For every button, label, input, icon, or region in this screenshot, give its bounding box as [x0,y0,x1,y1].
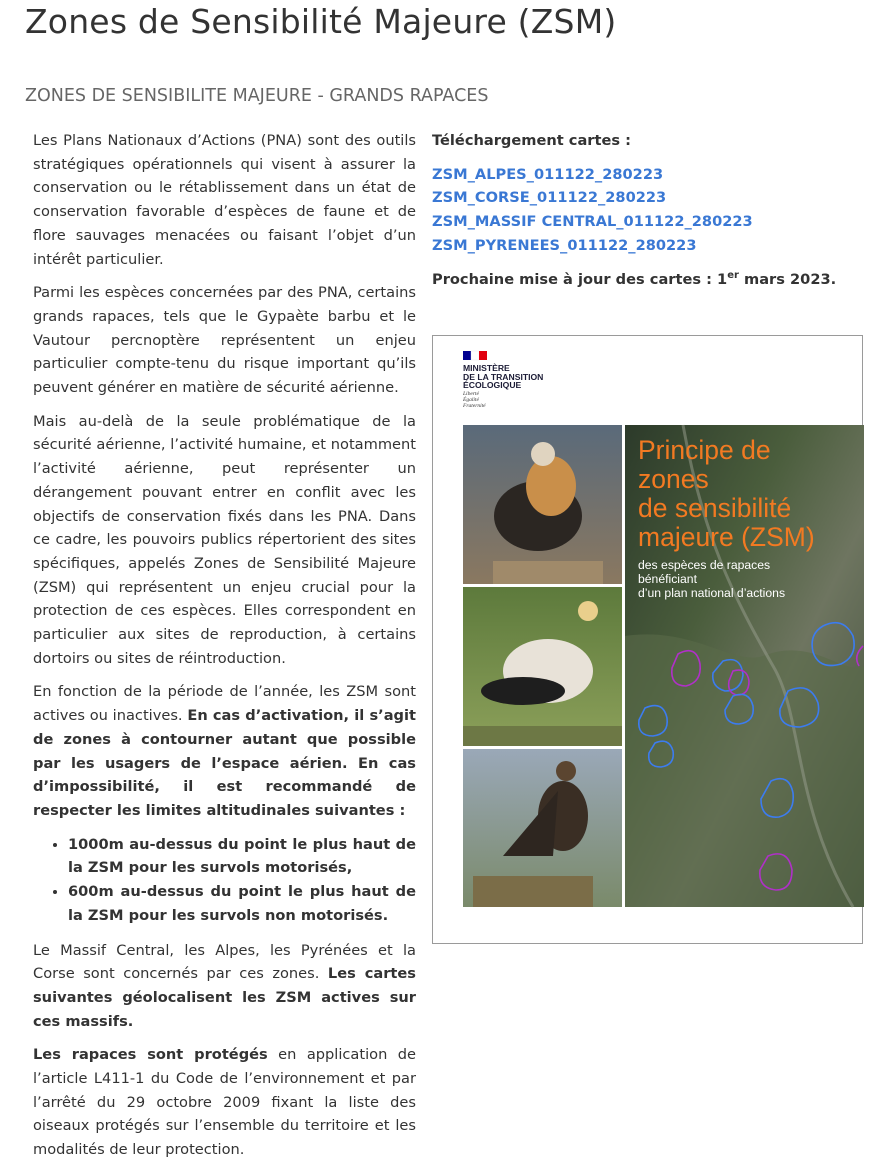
list-item [68,880,416,927]
cover-title: Principe de zones de sensibilité majeure (ZSM) [638,435,815,552]
ministry-label: MINISTÈRE DE LA TRANSITION ÉCOLOGIQUE [463,363,544,391]
cover-artwork [433,336,864,945]
intro-paragraph-zsm: Mais au-delà de la seule problématique de la sécurité aérienne, l’activité humaine, et notamment l’activité aérienne, peut représenter un dérangement pouvant entrer en conflit avec les objectifs de conservation fixés dans les PNA. Dans ce cadre, les pouvoirs publics répertorient des sites spécifiques, appelés Zones de Sensibilité Majeure (ZSM) qui représentent un enjeu crucial pour la protection de ces espèces. Elles correspondent en particulier aux sites de reproduction, à certains dortoirs ou sites de réintroduction. [33,412,416,667]
cover-subtitle: des espèces de rapaces bénéficiant d’un plan national d’actions [638,558,786,600]
protection-paragraph [33,1043,416,1162]
download-link-pyrenees[interactable]: ZSM_PYRENEES_011122_280223 [432,236,697,254]
republic-motto: Liberté Égalité Fraternité [463,391,486,409]
massifs-paragraph [33,939,416,1034]
activation-paragraph [33,680,416,822]
activation-bold: En cas d’activation, il s’agit de zones à contourner autant que possible par les usagers de l’espace aérien. En cas d’impossibilité, il est recommandé de respecter les limites altitudinales suivantes : [33,707,416,819]
protection-text: en application de l’article L411-1 du Code de l’environnement et par l’arrêté du 29 octobre 2009 fixant la liste des oiseaux protégés sur l’ensemble du territoire et les modalités de leur protection. [33,1046,416,1159]
list-item [68,833,416,880]
limit-non-motorized: 600m au-dessus du point le plus haut de la ZSM pour les survols non motorisés. [68,883,416,924]
download-link-corse[interactable]: ZSM_CORSE_011122_280223 [432,189,667,207]
zsm-brochure-cover[interactable] [432,335,863,944]
massifs-bold: Les cartes suivantes géolocalisent les ZSM actives sur ces massifs. [33,965,416,1030]
next-update-note [432,268,872,292]
next-update-sup: er [727,269,739,281]
downloads-panel [432,129,872,291]
next-update-suffix: mars 2023. [738,270,837,288]
egyptian-vulture-photo [463,587,622,746]
download-link-alpes[interactable]: ZSM_ALPES_011122_280223 [432,165,664,183]
next-update-prefix: Prochaine mise à jour des cartes : 1 [432,270,728,288]
limit-motorized: 1000m au-dessus du point le plus haut de la ZSM pour les survols motorisés, [68,835,416,877]
raptor-photo [463,749,622,907]
altitude-limits-list [33,833,416,928]
intro-paragraph-species: Parmi les espèces concernées par des PNA, certains grands rapaces, tels que le Gypaète barbu et le Vautour percnoptère représentent un enjeu particulier compte-tenu du risque important qu’ils peuvent générer en matière de sécurité aérienne. [33,284,416,397]
protection-bold: Les rapaces sont protégés [33,1046,268,1064]
intro-paragraph-pna: Les Plans Nationaux d’Actions (PNA) sont des outils stratégiques opérationnels qui visent à assurer la conservation ou le rétablissement dans un état de conservation favorable d’espèces de faune et de flore sauvages menacées ou faisant l’objet d’un intérêt particulier. [33,132,416,268]
activation-text: En fonction de la période de l’année, les ZSM sont actives ou inactives. [33,683,416,725]
page-title: Zones de Sensibilité Majeure (ZSM) [25,2,617,41]
massifs-text: Le Massif Central, les Alpes, les Pyrénées et la Corse sont concernés par ces zones. [33,941,416,983]
republique-francaise-logo-icon [463,351,487,360]
article-body [33,129,416,1172]
section-title: ZONES DE SENSIBILITE MAJEURE - GRANDS RAPACES [25,86,489,106]
download-links [432,163,872,258]
bearded-vulture-photo [463,425,622,584]
downloads-heading: Téléchargement cartes : [432,132,631,149]
download-link-massif-central[interactable]: ZSM_MASSIF CENTRAL_011122_280223 [432,213,753,231]
